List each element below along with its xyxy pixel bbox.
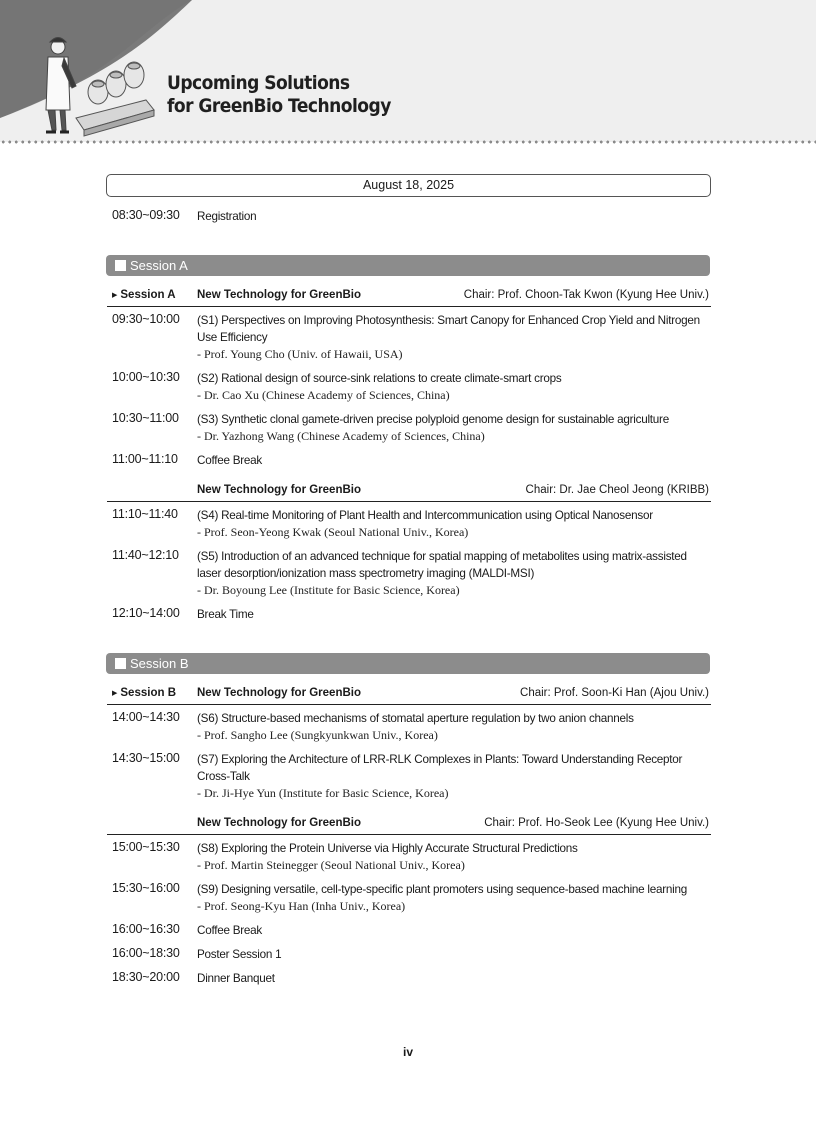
session-tag-label: Session A xyxy=(120,289,176,301)
session-tag-label: Session B xyxy=(120,687,176,699)
session-a-banner-label: Session A xyxy=(130,258,188,273)
talk-speaker: - Prof. Martin Steinegger (Seoul National Univ., Korea) xyxy=(197,858,465,872)
track-chair: Chair: Prof. Choon-Tak Kwon (Kyung Hee Univ.) xyxy=(463,289,709,301)
header-title-line1: Upcoming Solutions xyxy=(167,72,350,94)
page-number: iv xyxy=(402,1045,413,1059)
square-bullet-icon xyxy=(115,260,126,271)
talk-title: (S9) Designing versatile, cell-type-specific plant promoters using sequence-based machine learning xyxy=(197,883,688,896)
session-tag xyxy=(112,687,176,699)
time-label: 11:40~12:10 xyxy=(112,548,179,562)
triangle-bullet-icon: ▶ xyxy=(112,690,118,697)
session-a-track-2-header xyxy=(107,482,711,502)
dinner-label: Dinner Banquet xyxy=(197,972,275,985)
registration-label: Registration xyxy=(197,210,257,223)
time-label: 14:30~15:00 xyxy=(112,751,180,765)
time-label: 16:00~16:30 xyxy=(112,922,180,936)
talk-title: (S6) Structure-based mechanisms of stomatal aperture regulation by two anion channels xyxy=(197,712,634,725)
triangle-bullet-icon: ▶ xyxy=(112,292,118,299)
session-a-track-1-header xyxy=(107,287,711,307)
header-title xyxy=(167,72,391,118)
session-tag xyxy=(112,289,176,301)
track-name: New Technology for GreenBio xyxy=(197,484,361,496)
time-label: 08:30~09:30 xyxy=(112,208,180,222)
talk-speaker: - Dr. Yazhong Wang (Chinese Academy of Sciences, China) xyxy=(197,429,485,443)
session-b-banner xyxy=(106,653,710,674)
break-label: Coffee Break xyxy=(197,454,263,467)
time-label: 14:00~14:30 xyxy=(112,710,180,724)
poster-label: Poster Session 1 xyxy=(197,948,282,961)
time-label: 11:10~11:40 xyxy=(112,507,178,521)
track-chair: Chair: Prof. Ho-Seok Lee (Kyung Hee Univ.) xyxy=(484,817,709,829)
talk-speaker: - Prof. Sangho Lee (Sungkyunkwan Univ., Korea) xyxy=(197,728,438,742)
time-label: 15:30~16:00 xyxy=(112,881,180,895)
talk-title: (S4) Real-time Monitoring of Plant Health and Intercommunication using Optical Nanosensor xyxy=(197,509,653,522)
square-bullet-icon xyxy=(115,658,126,669)
talk-title: (S7) Exploring the Architecture of LRR-RLK Complexes in Plants: Toward Understanding Receptor Cross-Talk xyxy=(197,753,683,783)
session-b-banner-label: Session B xyxy=(130,656,189,671)
time-label: 18:30~20:00 xyxy=(112,970,180,984)
time-label: 16:00~18:30 xyxy=(112,946,180,960)
talk-title: (S8) Exploring the Protein Universe via Highly Accurate Structural Predictions xyxy=(197,842,578,855)
session-b-track-1-header xyxy=(107,685,711,705)
talk-speaker: - Dr. Ji-Hye Yun (Institute for Basic Science, Korea) xyxy=(197,786,449,800)
talk-speaker: - Dr. Boyoung Lee (Institute for Basic Science, Korea) xyxy=(197,583,460,597)
talk-title: (S2) Rational design of source-sink relations to create climate-smart crops xyxy=(197,372,562,385)
break-label: Break Time xyxy=(197,608,254,621)
scientist-illustration-icon xyxy=(36,0,186,142)
page-header xyxy=(0,0,816,142)
track-name: New Technology for GreenBio xyxy=(197,289,361,301)
header-dotted-divider xyxy=(0,140,816,144)
header-title-line2: for GreenBio Technology xyxy=(167,95,391,117)
talk-title: (S3) Synthetic clonal gamete-driven precise polyploid genome design for sustainable agriculture xyxy=(197,413,669,426)
talk-title: (S1) Perspectives on Improving Photosynthesis: Smart Canopy for Enhanced Crop Yield and Nitrogen Use Efficiency xyxy=(197,314,700,344)
date-bar: August 18, 2025 xyxy=(106,174,711,197)
time-label: 15:00~15:30 xyxy=(112,840,180,854)
session-a-banner xyxy=(106,255,710,276)
talk-speaker: - Prof. Young Cho (Univ. of Hawaii, USA) xyxy=(197,347,403,361)
time-label: 10:30~11:00 xyxy=(112,411,179,425)
time-label: 10:00~10:30 xyxy=(112,370,180,384)
track-chair: Chair: Dr. Jae Cheol Jeong (KRIBB) xyxy=(525,484,709,496)
time-label: 09:30~10:00 xyxy=(112,312,180,326)
time-label: 12:10~14:00 xyxy=(112,606,180,620)
talk-speaker: - Prof. Seon-Yeong Kwak (Seoul National Univ., Korea) xyxy=(197,525,469,539)
track-name: New Technology for GreenBio xyxy=(197,687,361,699)
talk-speaker: - Dr. Cao Xu (Chinese Academy of Sciences, China) xyxy=(197,388,450,402)
break-label: Coffee Break xyxy=(197,924,263,937)
track-chair: Chair: Prof. Soon-Ki Han (Ajou Univ.) xyxy=(520,687,709,699)
track-name: New Technology for GreenBio xyxy=(197,817,361,829)
session-b-track-2-header xyxy=(107,815,711,835)
talk-speaker: - Prof. Seong-Kyu Han (Inha Univ., Korea) xyxy=(197,899,406,913)
time-label: 11:00~11:10 xyxy=(112,452,178,466)
talk-title: (S5) Introduction of an advanced technique for spatial mapping of metabolites using matrix-assisted laser desorption/ionization mass spectrometry imaging (MALDI-MSI) xyxy=(197,550,687,580)
